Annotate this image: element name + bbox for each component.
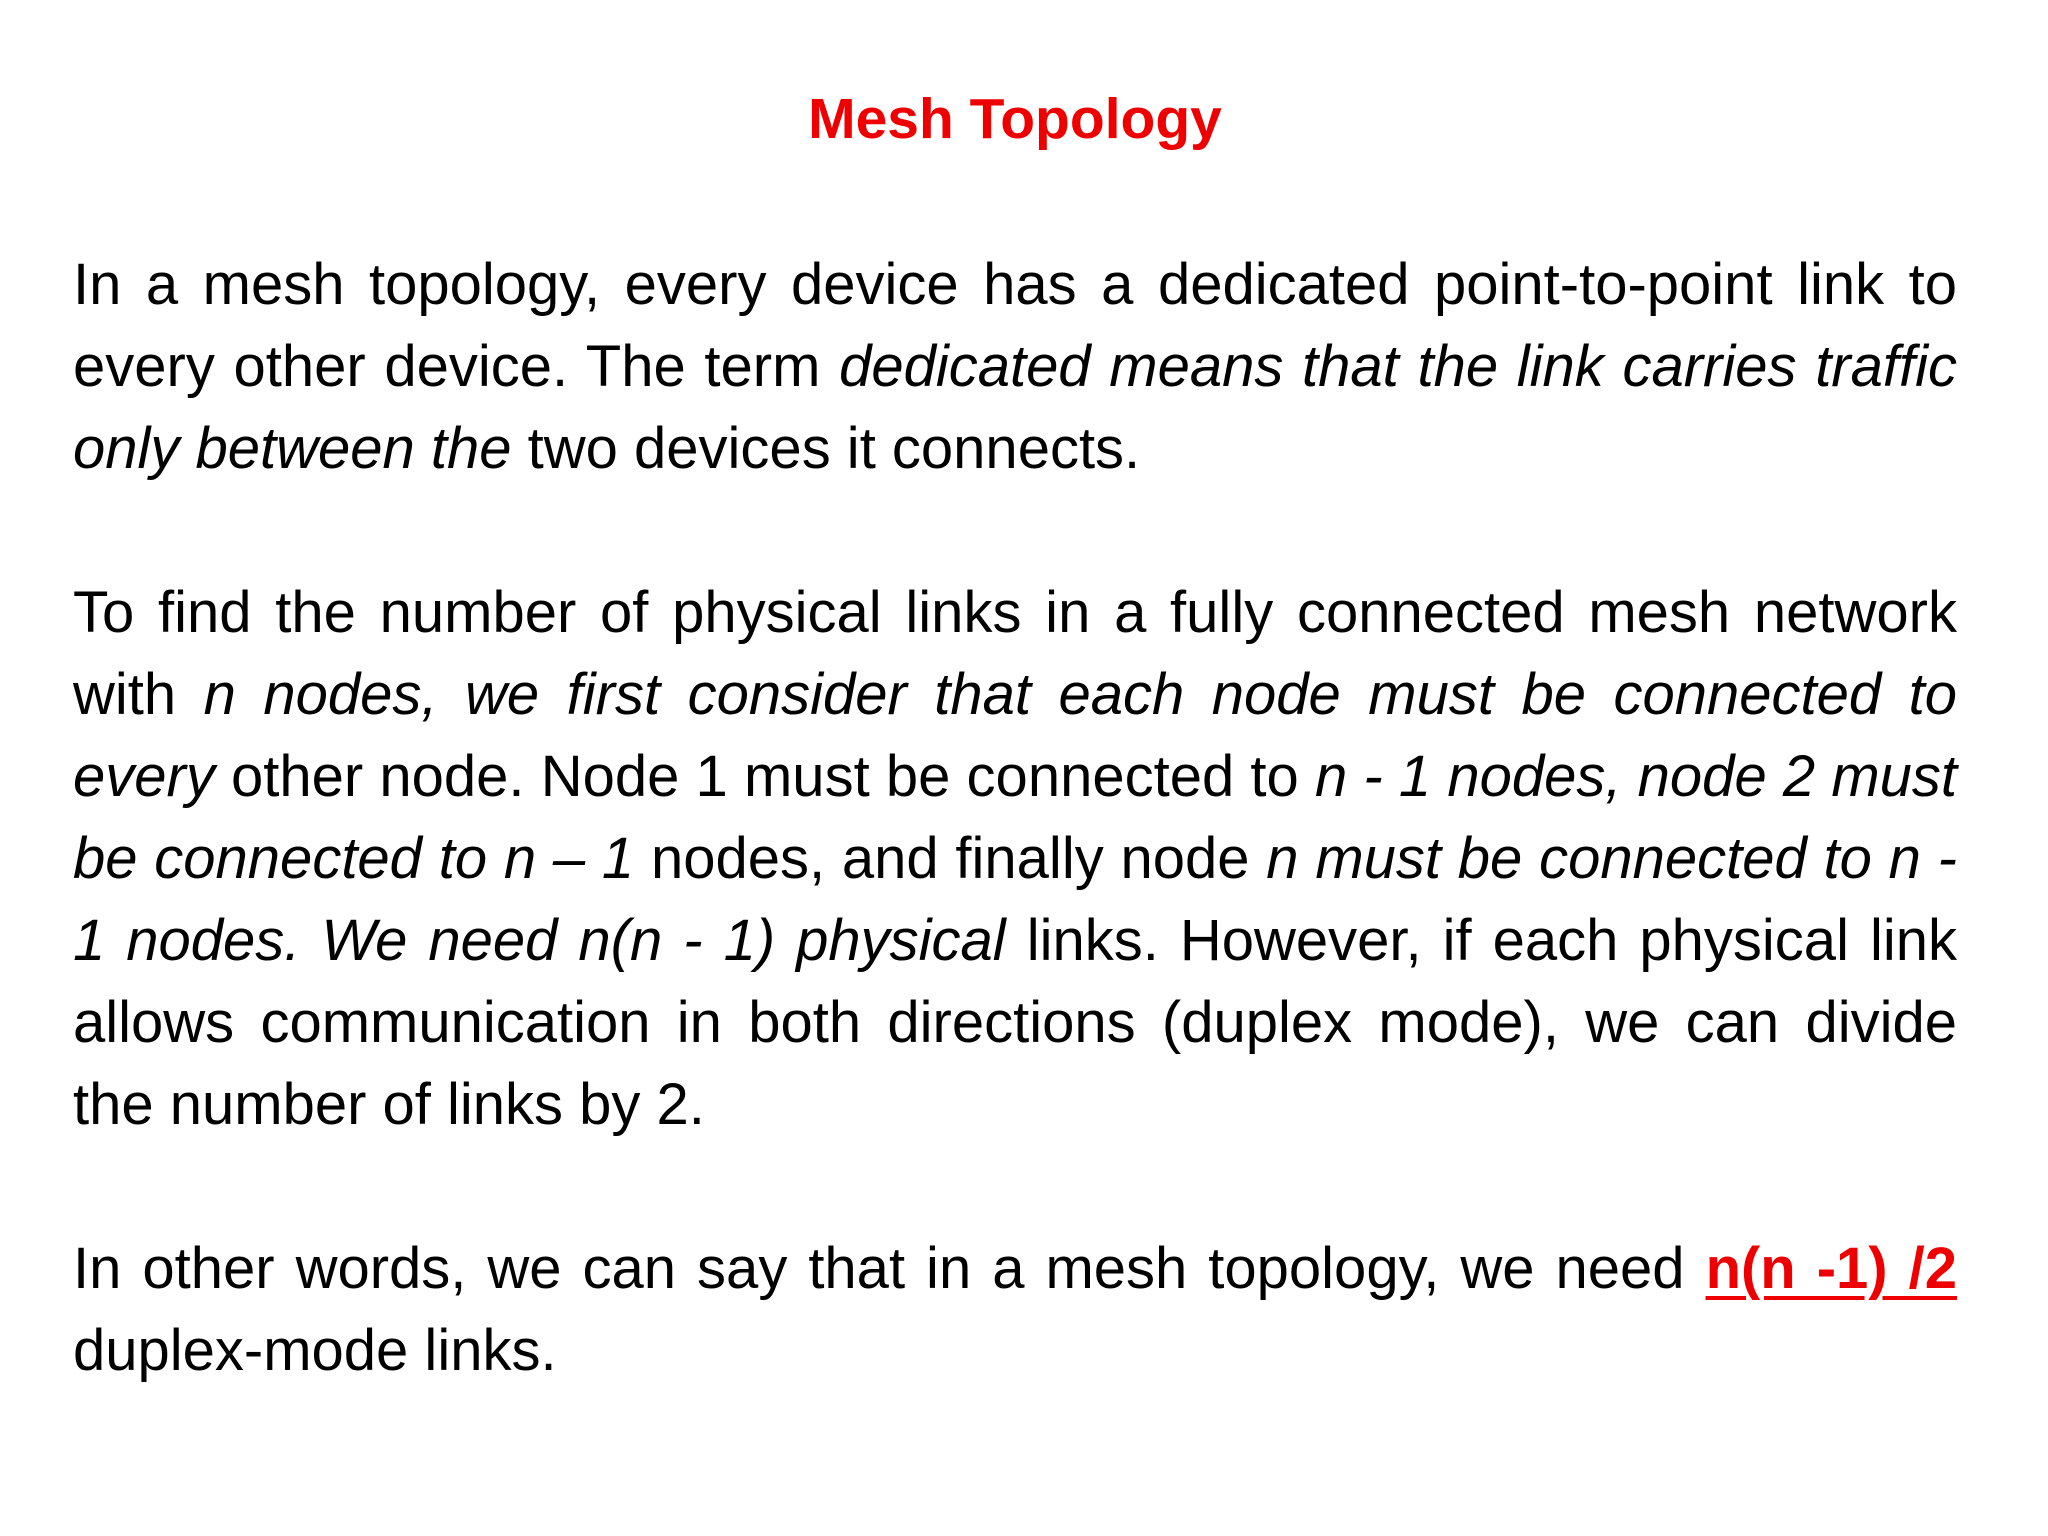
paragraph-text: duplex-mode links. (73, 1318, 557, 1383)
paragraph-italic-text: n nodes, we first consider that each node must be connected to every (73, 662, 1957, 809)
paragraph-text: nodes, and finally node (634, 826, 1267, 891)
paragraph-text: links. However, if each physical link allows communication in both directions (duplex mode), we can divide the number of links by 2. (73, 908, 1957, 1137)
paragraph-definition (73, 244, 1957, 490)
paragraph-text: In other words, we can say that in a mesh topology, we need (73, 1236, 1706, 1301)
paragraph-italic-text: dedicated means that the link carries traffic only between the (73, 334, 1957, 481)
formula-highlight: n(n -1) /2 (1705, 1236, 1957, 1301)
paragraph-text: other node. Node 1 must be connected to (214, 744, 1315, 809)
paragraph-italic-text: n must be connected to n - 1 nodes. We need n(n - 1) physical (73, 826, 1957, 973)
paragraph-text: In a mesh topology, every device has a dedicated point-to-point link to every other device. The term (73, 252, 1957, 399)
slide-title: Mesh Topology (808, 87, 1222, 151)
paragraph-text: two devices it connects. (511, 416, 1141, 481)
paragraph-summary (73, 1228, 1957, 1392)
paragraph-text: To find the number of physical links in a fully connected mesh network with (73, 580, 1957, 727)
paragraph-italic-text: n - 1 nodes, node 2 must be connected to n – 1 (73, 744, 1958, 891)
paragraph-link-count (73, 572, 1957, 1146)
